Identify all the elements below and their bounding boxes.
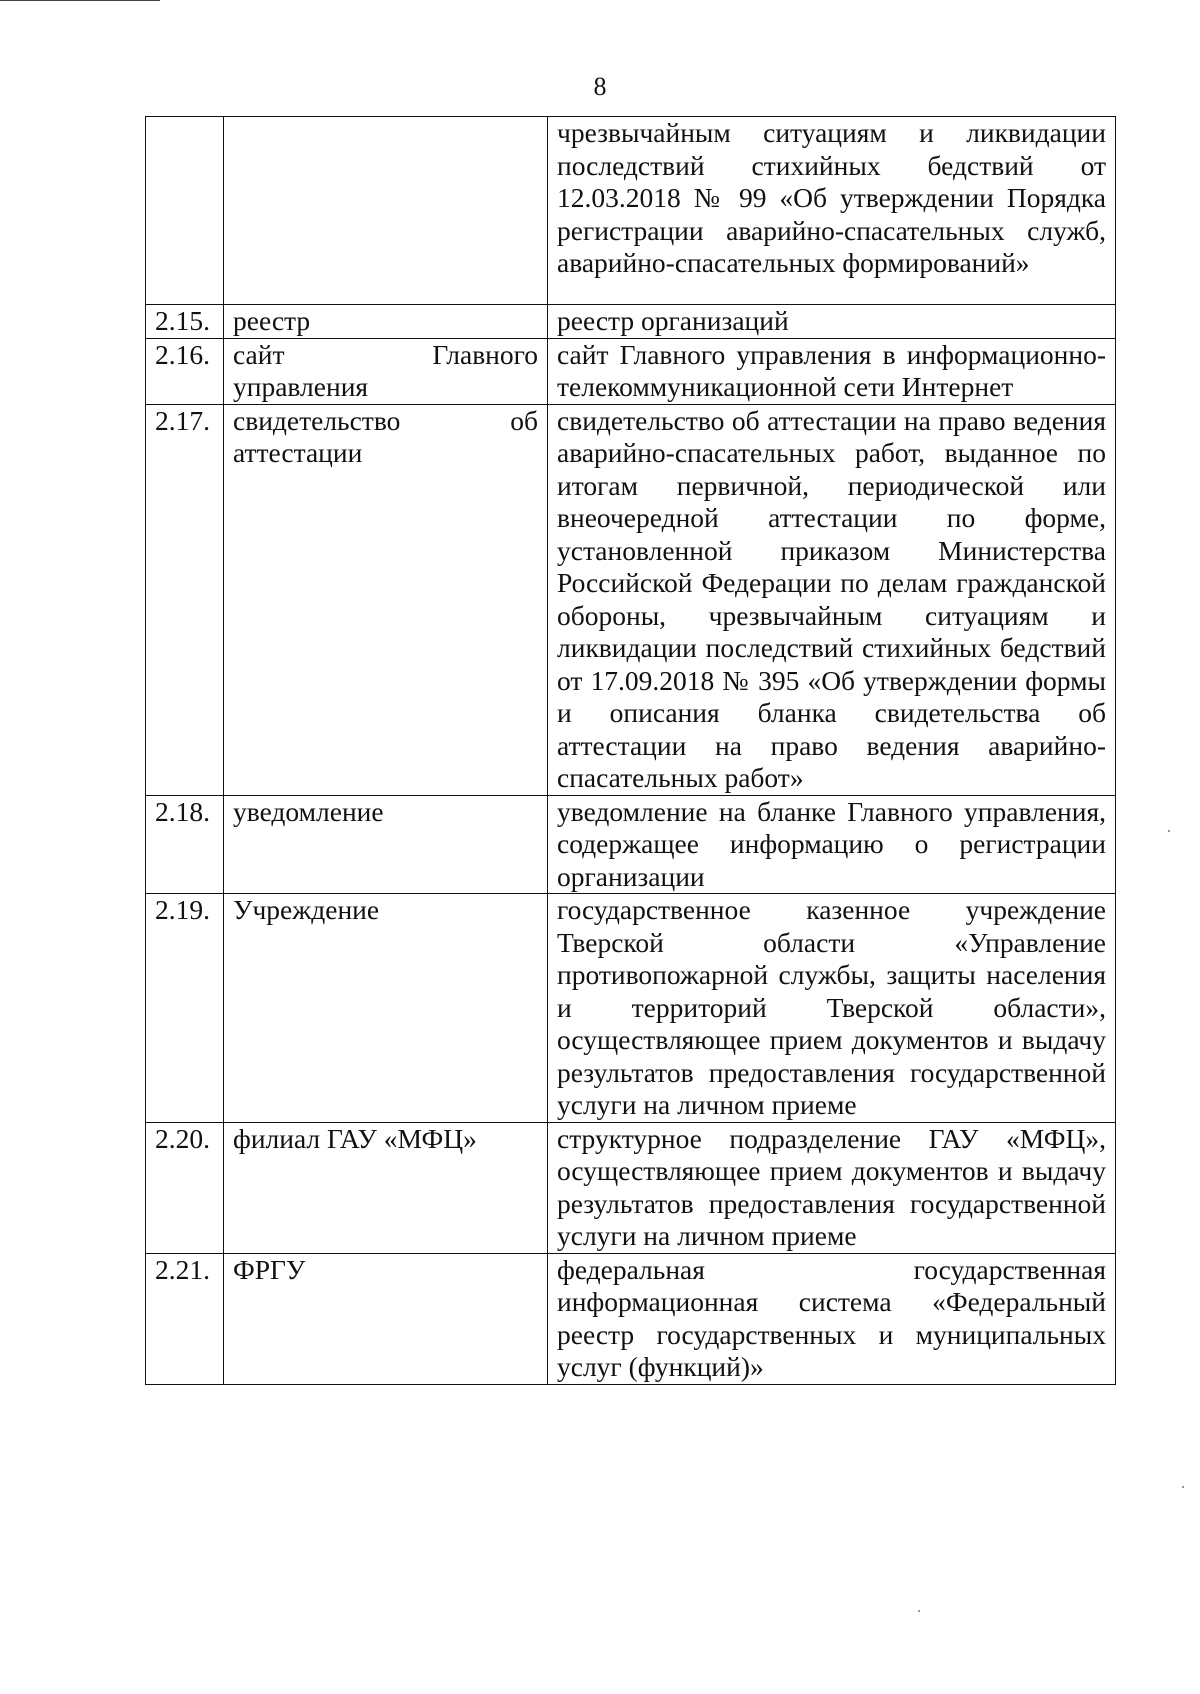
table-row [146, 404, 1116, 795]
table-row [146, 1122, 1116, 1253]
page-number: 8 [593, 72, 607, 101]
scan-speck [1168, 830, 1170, 832]
table-row [146, 894, 1116, 1123]
term-cell: уведомление [224, 795, 548, 894]
table-row [146, 117, 1116, 305]
definition-cell: сайт Главного управления в информационно-телекоммуникационной сети Интернет [548, 338, 1116, 404]
term-cell: свидетельство об аттестации [224, 404, 548, 795]
table-row [146, 1253, 1116, 1384]
row-number: 2.18. [146, 795, 224, 894]
table-row [146, 795, 1116, 894]
definition-cell: свидетельство об аттестации на право ведения аварийно-спасательных работ, выданное по итогам первичной, периодической или внеочередной аттестации по форме, установленной приказом Министерства Российской Федерации по делам гражданской обороны, чрезвычайным ситуациям и ликвидации последствий стихийных бедствий от 17.09.2018 № 395 «Об утверждении формы и описания бланка свидетельства об аттестации на право ведения аварийно-спасательных работ» [548, 404, 1116, 795]
row-number [146, 117, 224, 305]
row-number: 2.17. [146, 404, 224, 795]
row-number: 2.20. [146, 1122, 224, 1253]
definition-cell: чрезвычайным ситуациям и ликвидации последствий стихийных бедствий от 12.03.2018 № 99 «Об утверждении Порядка регистрации аварийно-спасательных служб, аварийно-спасательных формирований» [548, 117, 1116, 305]
row-number: 2.21. [146, 1253, 224, 1384]
scan-edge-mark [0, 0, 160, 4]
table-row [146, 305, 1116, 339]
definitions-table [145, 116, 1116, 1385]
scan-speck [918, 1610, 920, 1612]
term-cell: Учреждение [224, 894, 548, 1123]
term-cell [224, 117, 548, 305]
definition-cell: государственное казенное учреждение Тверской области «Управление противопожарной службы, защиты населения и территорий Тверской области», осуществляющее прием документов и выдачу результатов предоставления государственной услуги на личном приеме [548, 894, 1116, 1123]
definition-cell: федеральная государственная информационная система «Федеральный реестр государственных и муниципальных услуг (функций)» [548, 1253, 1116, 1384]
definition-cell: реестр организаций [548, 305, 1116, 339]
term-cell: сайт Главного управления [224, 338, 548, 404]
row-number: 2.15. [146, 305, 224, 339]
term-cell: ФРГУ [224, 1253, 548, 1384]
term-cell: реестр [224, 305, 548, 339]
row-number: 2.19. [146, 894, 224, 1123]
term-cell: филиал ГАУ «МФЦ» [224, 1122, 548, 1253]
table-row [146, 338, 1116, 404]
row-number: 2.16. [146, 338, 224, 404]
definition-cell: уведомление на бланке Главного управления, содержащее информацию о регистрации организации [548, 795, 1116, 894]
definition-cell: структурное подразделение ГАУ «МФЦ», осуществляющее прием документов и выдачу результатов предоставления государственной услуги на личном приеме [548, 1122, 1116, 1253]
scan-speck [1182, 1486, 1184, 1488]
